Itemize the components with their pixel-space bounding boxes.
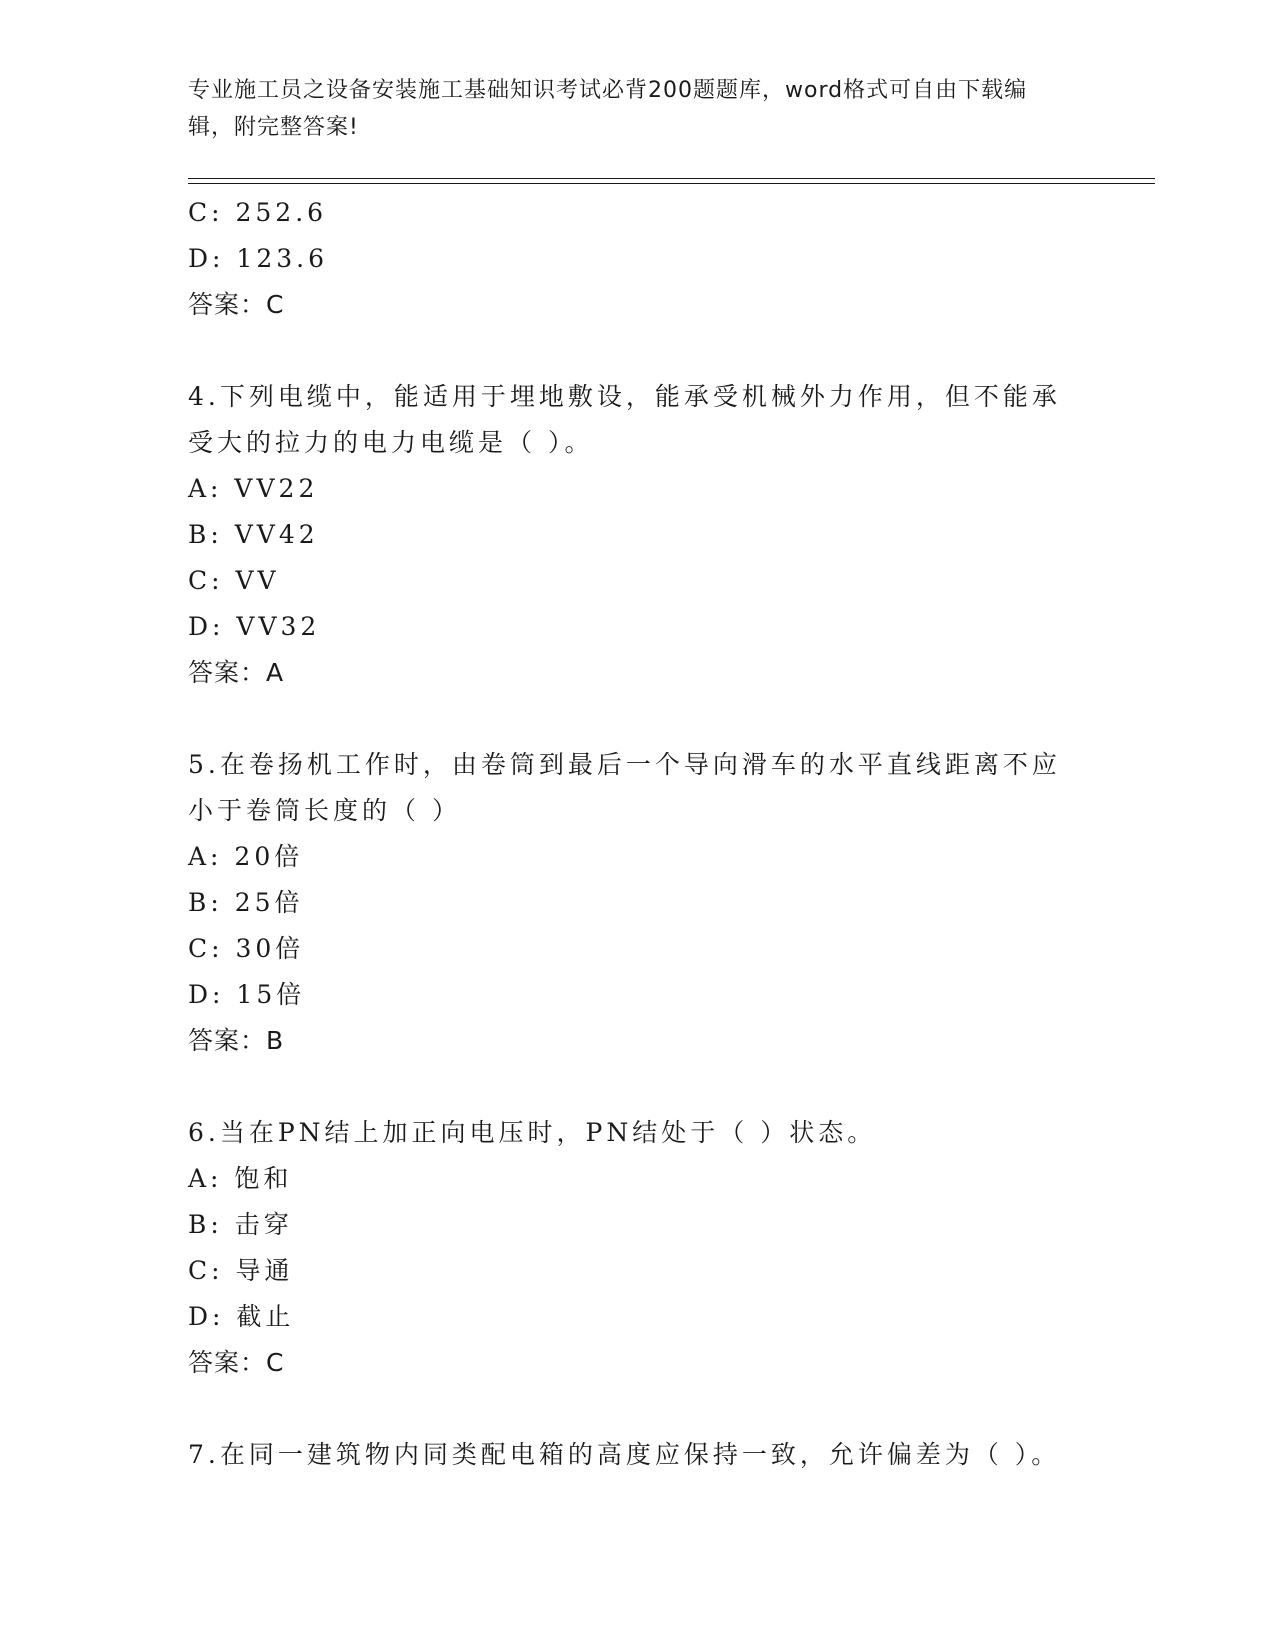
answer-line: 答案：C: [188, 290, 285, 319]
option-a: A: 20倍: [188, 842, 304, 871]
option-c: C: 30倍: [188, 934, 305, 963]
option-c: C: 252.6: [188, 198, 328, 227]
question-text: 4.下列电缆中，能适用于埋地敷设，能承受机械外力作用，但不能承受大的拉力的电力电缆是（ ）。: [188, 382, 1061, 457]
question-text: 7.在同一建筑物内同类配电箱的高度应保持一致，允许偏差为（ ）。: [188, 1440, 1061, 1469]
option-d: D: VV32: [188, 612, 321, 641]
question-text: 5.在卷扬机工作时，由卷筒到最后一个导向滑车的水平直线距离不应小于卷筒长度的（ ）: [188, 750, 1061, 825]
document-body: [188, 190, 1088, 1478]
option-b: B: 25倍: [188, 888, 304, 917]
document-header: [188, 72, 1068, 146]
header-title: 专业施工员之设备安装施工基础知识考试必背200题题库，word格式可自由下载编辑，附完整答案!: [188, 78, 1028, 140]
option-b: B: VV42: [188, 520, 319, 549]
header-rule-bottom: [188, 183, 1155, 184]
option-d: D: 截止: [188, 1302, 295, 1331]
option-b: B: 击穿: [188, 1210, 293, 1239]
option-a: A: 饱和: [188, 1164, 293, 1193]
header-rule-top: [188, 178, 1155, 179]
option-d: D: 123.6: [188, 244, 328, 273]
question-text: 6.当在PN结上加正向电压时，PN结处于（ ）状态。: [188, 1118, 877, 1147]
answer-line: 答案：B: [188, 1026, 285, 1055]
question-7: [188, 1432, 1088, 1478]
answer-line: 答案：A: [188, 658, 285, 687]
option-a: A: VV22: [188, 474, 319, 503]
option-d: D: 15倍: [188, 980, 306, 1009]
question-fragment: [188, 190, 1088, 328]
option-c: C: VV: [188, 566, 280, 595]
question-6: [188, 1110, 1088, 1386]
option-c: C: 导通: [188, 1256, 294, 1285]
answer-line: 答案：C: [188, 1348, 285, 1377]
question-4: [188, 374, 1088, 696]
question-5: [188, 742, 1088, 1064]
